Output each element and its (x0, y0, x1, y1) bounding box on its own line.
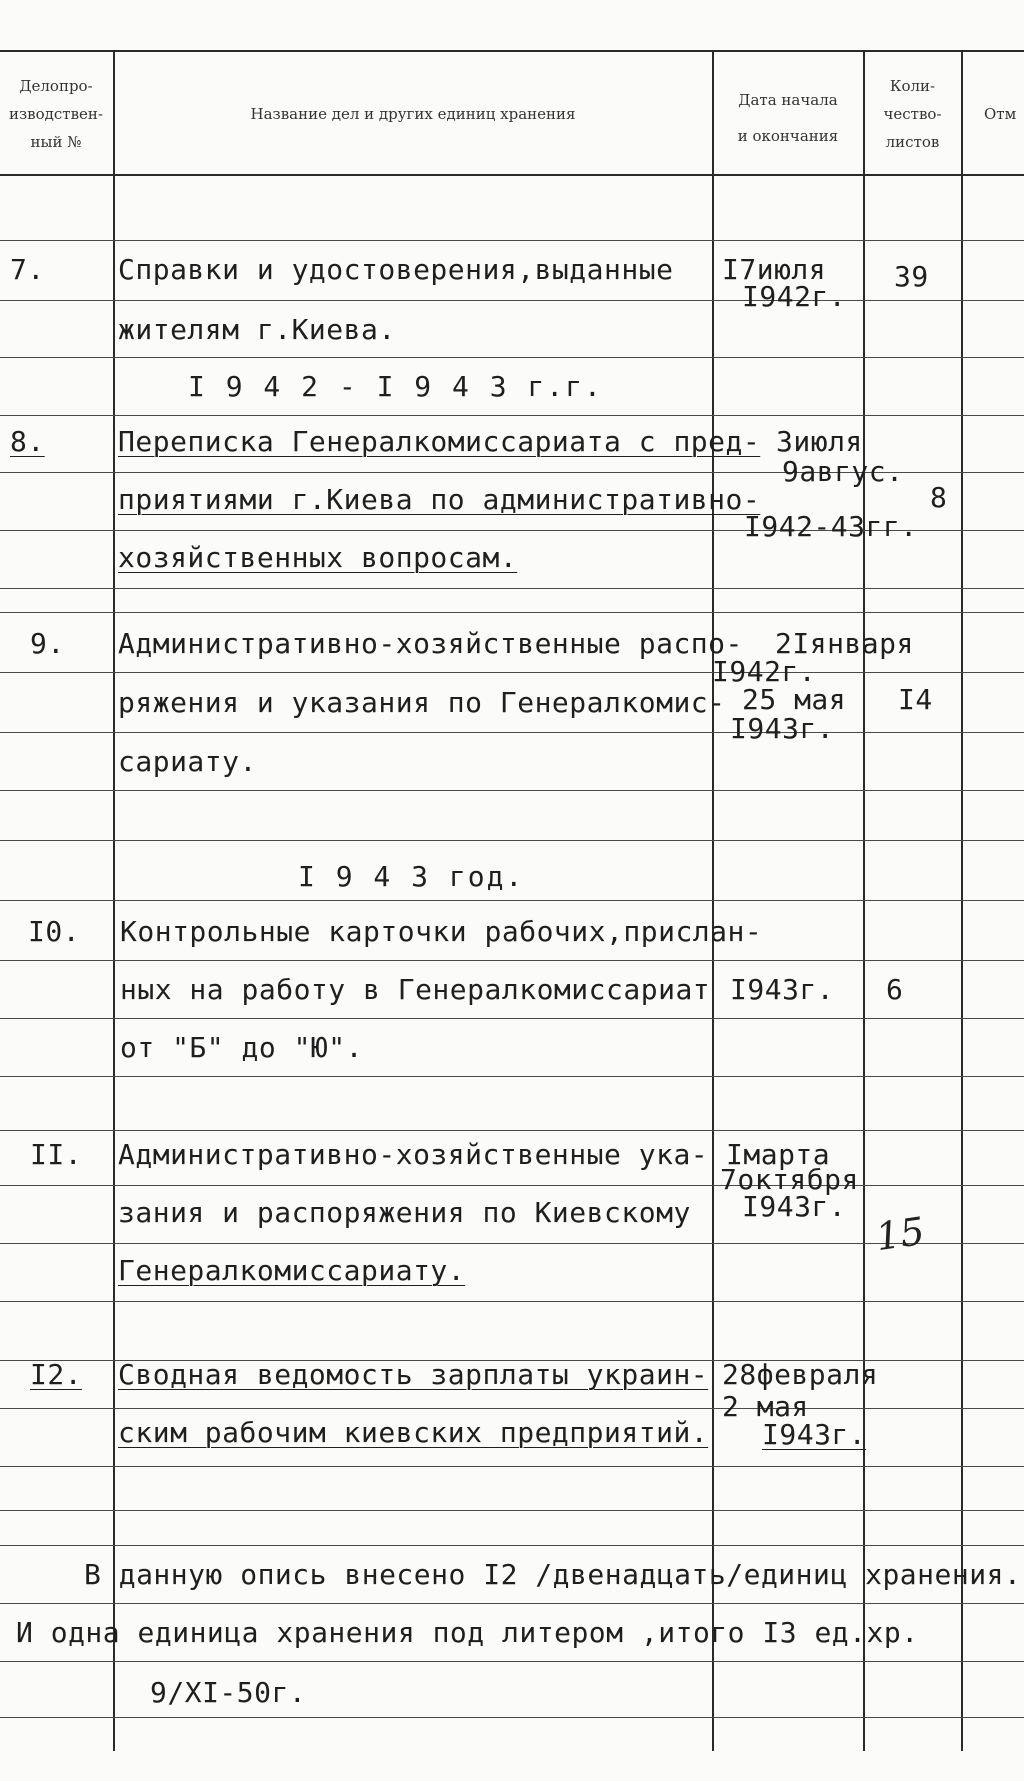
ruled-line (0, 240, 1024, 241)
entry-9-title-line: Административно-хозяйственные распо- (118, 627, 743, 660)
column-divider-3 (863, 51, 865, 1751)
header-col-title: Название дел и других единиц хранения (250, 105, 576, 123)
entry-9-sheets: I4 (898, 683, 933, 716)
entry-9-number: 9. (30, 627, 65, 660)
ruled-line (0, 1243, 1024, 1244)
entry-12-number: I2. (30, 1358, 83, 1391)
ruled-line (0, 900, 1024, 901)
summary-date: 9/XI-50г. (150, 1676, 307, 1709)
header-col-dates-line: Дата начала (738, 91, 838, 109)
entry-10-date-line: I943г. (730, 973, 835, 1006)
header-col-sheets-line: Коли- (889, 77, 936, 95)
entry-7-number: 7. (10, 253, 45, 286)
ruled-line (0, 732, 1024, 733)
entry-8-date-line: I942-43гг. (744, 510, 918, 543)
ruled-line (0, 1466, 1024, 1467)
entry-11-date-line: 7октября (720, 1163, 859, 1196)
entry-12-date-line: 2 мая (722, 1390, 809, 1423)
entry-8-date-line: 9авгус. (782, 455, 904, 488)
entry-9-date-line: 25 мая (742, 683, 847, 716)
ruled-line (0, 1076, 1024, 1077)
header-col-dates-line: и окончания (737, 127, 839, 145)
ruled-line (0, 1018, 1024, 1019)
entry-9-title-line: ряжения и указания по Генералкомис- (118, 686, 726, 719)
entry-10-number: I0. (28, 915, 81, 948)
ruled-line (0, 1408, 1024, 1409)
entry-7-date-line: I942г. (742, 280, 847, 313)
header-col-dates (714, 82, 862, 154)
column-divider-2 (712, 51, 714, 1751)
ruled-line (0, 790, 1024, 791)
entry-8-date-line: Зиюля (776, 425, 863, 458)
entry-12-date-line: I943г. (762, 1418, 867, 1451)
ruled-line (0, 1301, 1024, 1302)
header-col-sheets-line: листов (885, 133, 940, 151)
ruled-line (0, 1661, 1024, 1662)
header-bottom-border (0, 174, 1024, 176)
ruled-line (0, 1185, 1024, 1186)
header-col-sheets (865, 72, 960, 156)
entry-12-date-line: 28февраля (722, 1358, 879, 1391)
entry-7-title-line: Справки и удостоверения,выданные (118, 253, 674, 286)
entry-8-title-line: хозяйственных вопросам. (118, 541, 518, 574)
year-heading-1942-1943: I 9 4 2 - I 9 4 3 г.г. (188, 370, 603, 403)
entry-11-title-line: Генералкомиссариату. (118, 1254, 466, 1287)
table-top-border (0, 50, 1024, 52)
header-col-number-line: Делопро- (19, 77, 93, 95)
ruled-line (0, 612, 1024, 613)
entry-8-sheets: 8 (930, 481, 948, 514)
ruled-line (0, 1603, 1024, 1604)
entry-12-title-line: Сводная ведомость зарплаты украин- (118, 1358, 709, 1391)
entry-7-sheets: 39 (894, 260, 929, 293)
entry-10-sheets: 6 (886, 973, 904, 1006)
entry-10-title-line: Контрольные карточки рабочих,прислан- (120, 915, 763, 948)
year-heading-1943: I 9 4 3 год. (298, 860, 525, 893)
entry-11-date-line: I943г. (742, 1190, 847, 1223)
entry-11-date-line: Iмарта (726, 1138, 831, 1171)
ruled-line (0, 1130, 1024, 1131)
header-col-number (0, 72, 112, 156)
header-col-number-line: ный № (30, 133, 82, 151)
ruled-line (0, 672, 1024, 673)
column-divider-1 (113, 51, 115, 1751)
ruled-line (0, 840, 1024, 841)
header-col-notes: Отм (984, 105, 1017, 123)
entry-9-date-line: 2Iянваря (775, 627, 914, 660)
entry-12-title-line: ским рабочим киевских предприятий. (118, 1416, 709, 1449)
entry-11-number: II. (30, 1138, 83, 1171)
ruled-line (0, 415, 1024, 416)
entry-8-number: 8. (10, 425, 45, 458)
ruled-line (0, 1717, 1024, 1718)
entry-10-title-line: ных на работу в Генералкомиссариат (120, 973, 711, 1006)
entry-11-title-line: Административно-хозяйственные ука- (118, 1138, 709, 1171)
ruled-line (0, 588, 1024, 589)
summary-line-2: И одна единица хранения под литером ,итого I3 ед.хр. (16, 1616, 919, 1649)
ruled-line (0, 1510, 1024, 1511)
entry-7-date-line: I7июля (722, 253, 827, 286)
column-divider-4 (961, 51, 963, 1751)
entry-10-title-line: от "Б" до "Ю". (120, 1031, 364, 1064)
header-col-sheets-line: чество- (883, 105, 942, 123)
ruled-line (0, 960, 1024, 961)
entry-9-date-line: I943г. (730, 712, 835, 745)
entry-8-title-line: приятиями г.Киева по административно- (118, 483, 761, 516)
entry-9-title-line: сариату. (118, 745, 257, 778)
entry-7-title-line: жителям г.Киева. (118, 313, 396, 346)
ruled-line (0, 1545, 1024, 1546)
ruled-line (0, 300, 1024, 301)
header-col-number-line: изводствен- (9, 105, 103, 123)
ruled-line (0, 357, 1024, 358)
entry-11-title-line: зания и распоряжения по Киевскому (118, 1196, 691, 1229)
entry-8-title-line: Переписка Генералкомиссариата с пред- (118, 425, 761, 458)
entry-9-date-line: I942г. (712, 655, 817, 688)
summary-line-1: В данную опись внесено I2 /двенадцать/единиц хранения. (84, 1558, 1022, 1591)
entry-11-sheets-handwritten: 15 (873, 1208, 928, 1260)
